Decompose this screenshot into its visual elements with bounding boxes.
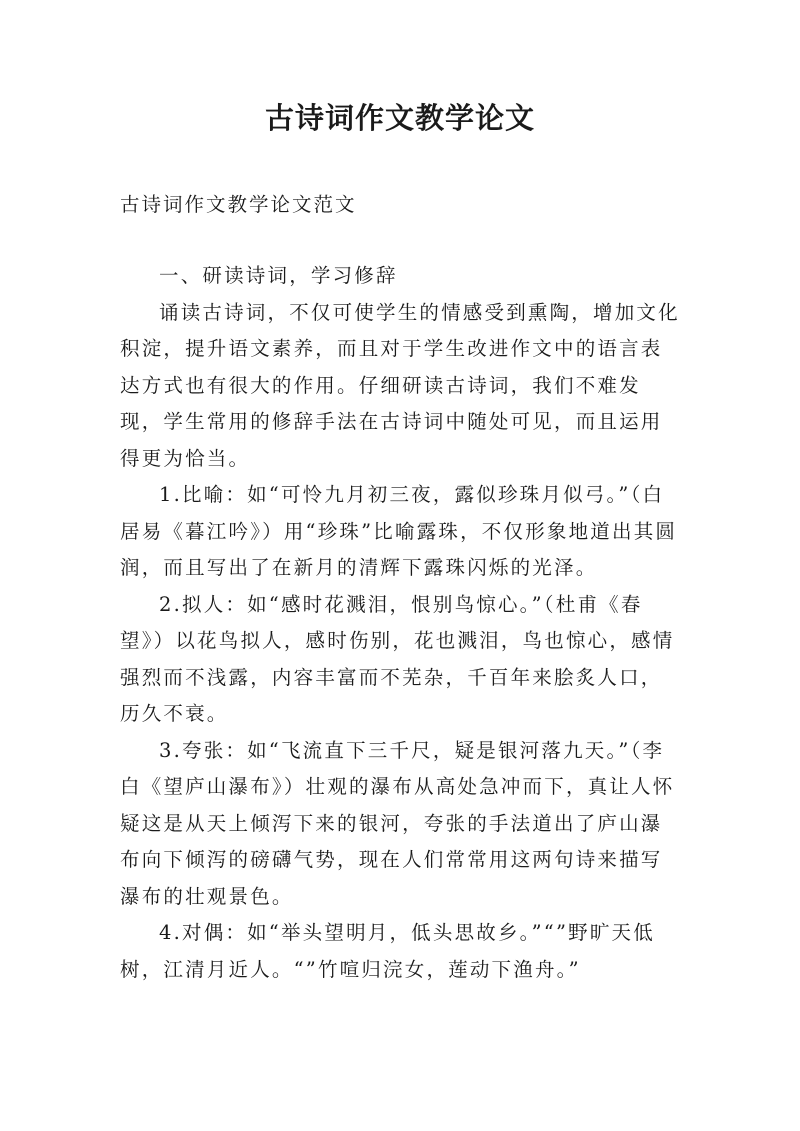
paragraph-antithesis: 4.对偶：如“举头望明月，低头思故乡。”“”野旷天低树，江清月近人。“”竹喧归浣女，莲动下渔舟。” <box>120 921 655 981</box>
document-title: 古诗词作文教学论文 <box>264 101 535 135</box>
paragraph-hyperbole: 3.夸张：如“飞流直下三千尺，疑是银河落九天。”（李白《望庐山瀑布》）壮观的瀑布从高处急冲而下，真让人怀疑这是从天上倾泻下来的银河，夸张的手法道出了庐山瀑布向下倾泻的磅礴气势，现在人们常常用这两句诗来描写瀑布的壮观景色。 <box>120 738 675 908</box>
document-subtitle: 古诗词作文教学论文范文 <box>120 193 357 216</box>
paragraph-personification: 2.拟人：如“感时花溅泪，恨别鸟惊心。”（杜甫《春望》）以花鸟拟人，感时伤别，花也溅泪，鸟也惊心，感情强烈而不浅露，内容丰富而不芜杂，千百年来脍炙人口，历久不衰。 <box>120 592 675 725</box>
section-heading: 一、研读诗词，学习修辞 <box>159 264 398 287</box>
paragraph-intro: 诵读古诗词，不仅可使学生的情感受到熏陶，增加文化积淀，提升语文素养，而且对于学生改进作文中的语言表达方式也有很大的作用。仔细研读古诗词，我们不难发现，学生常用的修辞手法在古诗词中随处可见，而且运用得更为恰当。 <box>120 300 680 470</box>
document-body <box>120 258 682 988</box>
paragraph-metaphor: 1.比喻：如“可怜九月初三夜，露似珍珠月似弓。”（白居易《暮江吟》）用“珍珠”比喻露珠，不仅形象地道出其圆润，而且写出了在新月的清辉下露珠闪烁的光泽。 <box>120 483 678 579</box>
